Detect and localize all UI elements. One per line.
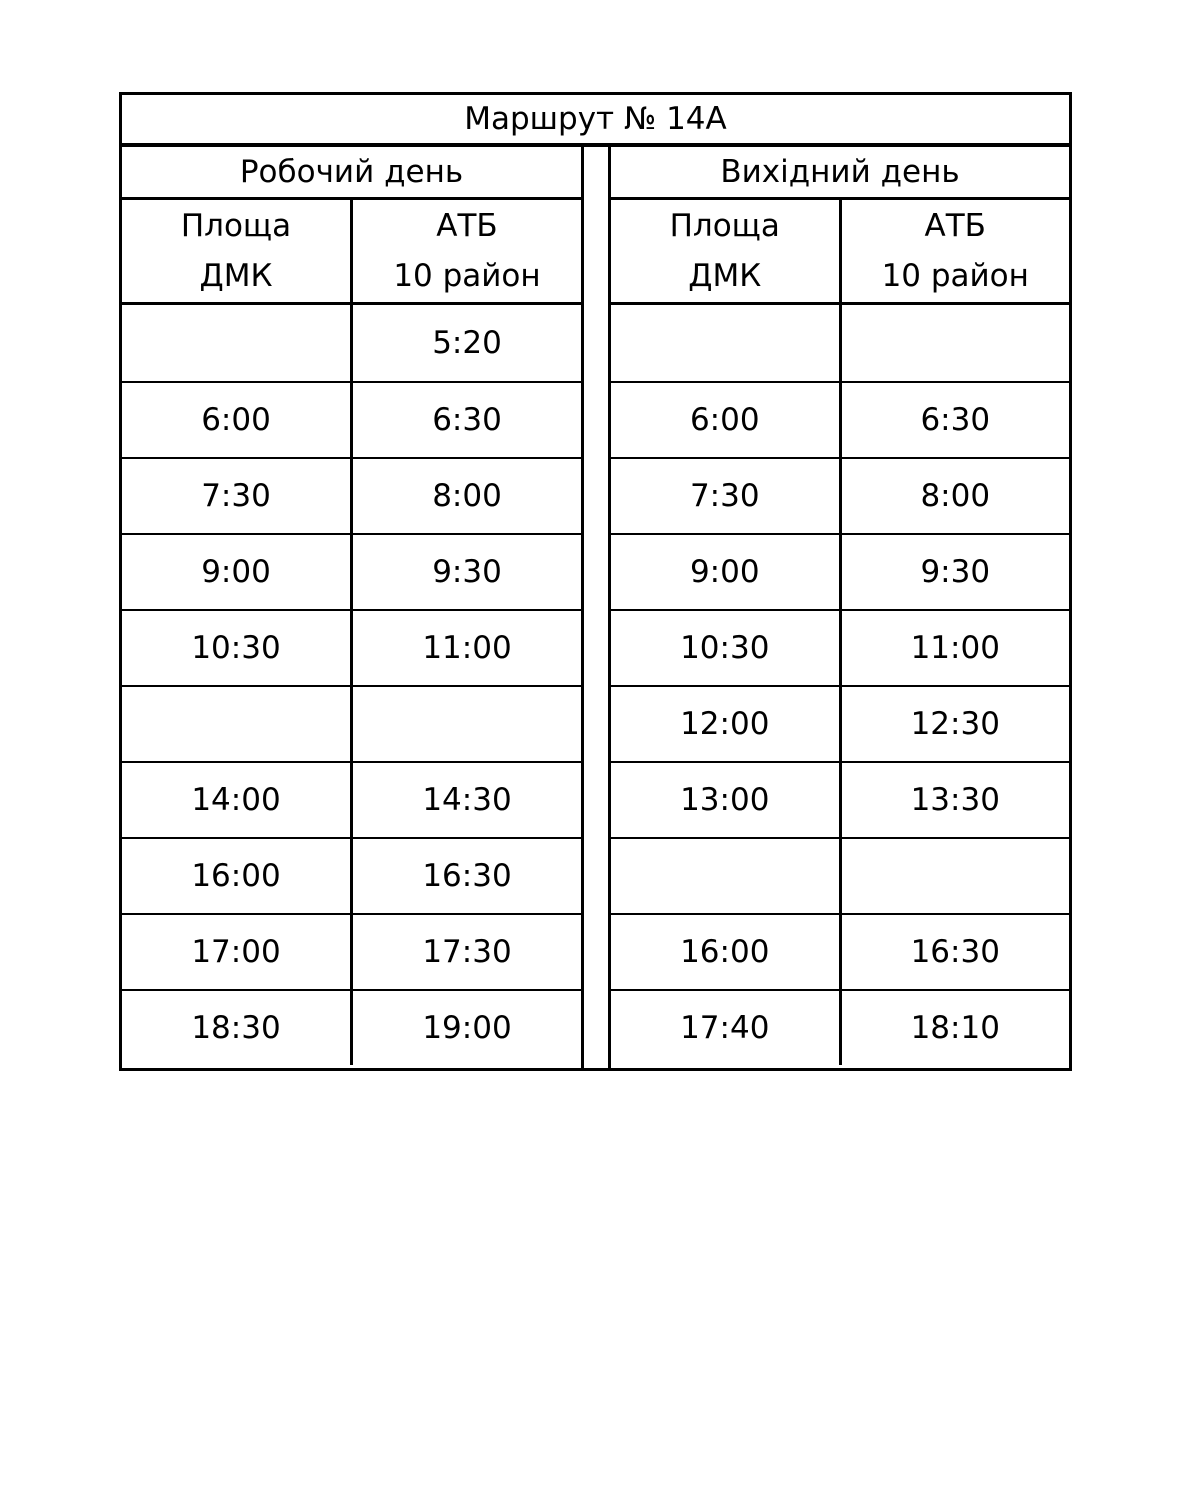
table-row (611, 305, 1069, 381)
departure-time-atb (350, 687, 581, 761)
departure-time-ploshcha-dmk: 12:00 (680, 706, 770, 742)
table-row (122, 989, 581, 1065)
table-row (611, 989, 1069, 1065)
departure-time-ploshcha-dmk: 16:00 (191, 858, 281, 894)
departure-time-atb: 13:30 (839, 763, 1070, 837)
weekend-times (611, 305, 1069, 1065)
departure-time-ploshcha-dmk: 16:00 (680, 934, 770, 970)
weekday-header: Робочий день (122, 147, 581, 200)
departure-time-ploshcha-dmk: 6:00 (201, 402, 271, 438)
table-row (611, 837, 1069, 913)
table-row (611, 913, 1069, 989)
departure-time-atb: 6:30 (839, 383, 1070, 457)
weekend-panel (611, 147, 1069, 1068)
departure-time-atb: 19:00 (350, 991, 581, 1065)
stop-header-ploshcha-dmk (122, 200, 350, 302)
weekday-stop-headers (122, 200, 581, 305)
table-row (122, 381, 581, 457)
table-row (122, 457, 581, 533)
table-row (611, 457, 1069, 533)
departure-time-ploshcha-dmk: 17:00 (191, 934, 281, 970)
departure-time-ploshcha-dmk (611, 839, 839, 913)
route-title: Маршрут № 14А (122, 95, 1069, 147)
weekday-panel (122, 147, 581, 1068)
departure-time-ploshcha-dmk: 14:00 (191, 782, 281, 818)
stop-header-atb (839, 200, 1070, 302)
departure-time-ploshcha-dmk: 18:30 (191, 1010, 281, 1046)
table-row (122, 685, 581, 761)
departure-time-atb (839, 839, 1070, 913)
departure-time-ploshcha-dmk: 6:00 (689, 402, 760, 438)
stop-name: Площа (180, 208, 292, 244)
departure-time-atb: 9:30 (839, 535, 1070, 609)
departure-time-atb: 11:00 (350, 611, 581, 685)
departure-time-atb: 8:00 (350, 459, 581, 533)
weekend-stop-headers (611, 200, 1069, 305)
stop-name-line2: ДМК (688, 258, 762, 294)
departure-time-ploshcha-dmk (122, 305, 350, 381)
table-row (122, 913, 581, 989)
stop-header-atb (350, 200, 581, 302)
table-row (122, 533, 581, 609)
departure-time-atb: 6:30 (350, 383, 581, 457)
stop-name-line2: 10 район (393, 258, 541, 294)
departure-time-ploshcha-dmk: 7:30 (689, 478, 760, 514)
departure-time-atb: 9:30 (350, 535, 581, 609)
stop-name: АТБ (924, 208, 986, 244)
table-row (122, 305, 581, 381)
departure-time-ploshcha-dmk: 10:30 (680, 630, 770, 666)
table-row (122, 761, 581, 837)
schedule-table (119, 92, 1072, 1071)
departure-time-ploshcha-dmk: 10:30 (191, 630, 281, 666)
stop-name: Площа (669, 208, 780, 244)
departure-time-atb: 8:00 (839, 459, 1070, 533)
table-row (611, 609, 1069, 685)
departure-time-ploshcha-dmk: 17:40 (680, 1010, 770, 1046)
departure-time-atb: 5:20 (350, 305, 581, 381)
panel-separator (581, 147, 611, 1068)
departure-time-atb: 17:30 (350, 915, 581, 989)
table-row (122, 609, 581, 685)
stop-name: АТБ (436, 208, 498, 244)
departure-time-atb: 14:30 (350, 763, 581, 837)
departure-time-ploshcha-dmk: 13:00 (680, 782, 770, 818)
stop-name-line2: ДМК (199, 258, 273, 294)
table-row (611, 381, 1069, 457)
departure-time-ploshcha-dmk: 7:30 (201, 478, 271, 514)
departure-time-atb: 16:30 (839, 915, 1070, 989)
departure-time-ploshcha-dmk (611, 305, 839, 381)
stop-header-ploshcha-dmk (611, 200, 839, 302)
table-row (122, 837, 581, 913)
stop-name-line2: 10 район (881, 258, 1029, 294)
departure-time-atb: 12:30 (839, 687, 1070, 761)
weekday-times (122, 305, 581, 1065)
weekend-header: Вихідний день (611, 147, 1069, 200)
departure-time-ploshcha-dmk: 9:00 (689, 554, 760, 590)
departure-time-ploshcha-dmk: 9:00 (201, 554, 271, 590)
table-row (611, 533, 1069, 609)
departure-time-atb: 18:10 (839, 991, 1070, 1065)
table-row (611, 685, 1069, 761)
departure-time-atb: 11:00 (839, 611, 1070, 685)
table-row (611, 761, 1069, 837)
departure-time-ploshcha-dmk (122, 687, 350, 761)
departure-time-atb (839, 305, 1070, 381)
departure-time-atb: 16:30 (350, 839, 581, 913)
